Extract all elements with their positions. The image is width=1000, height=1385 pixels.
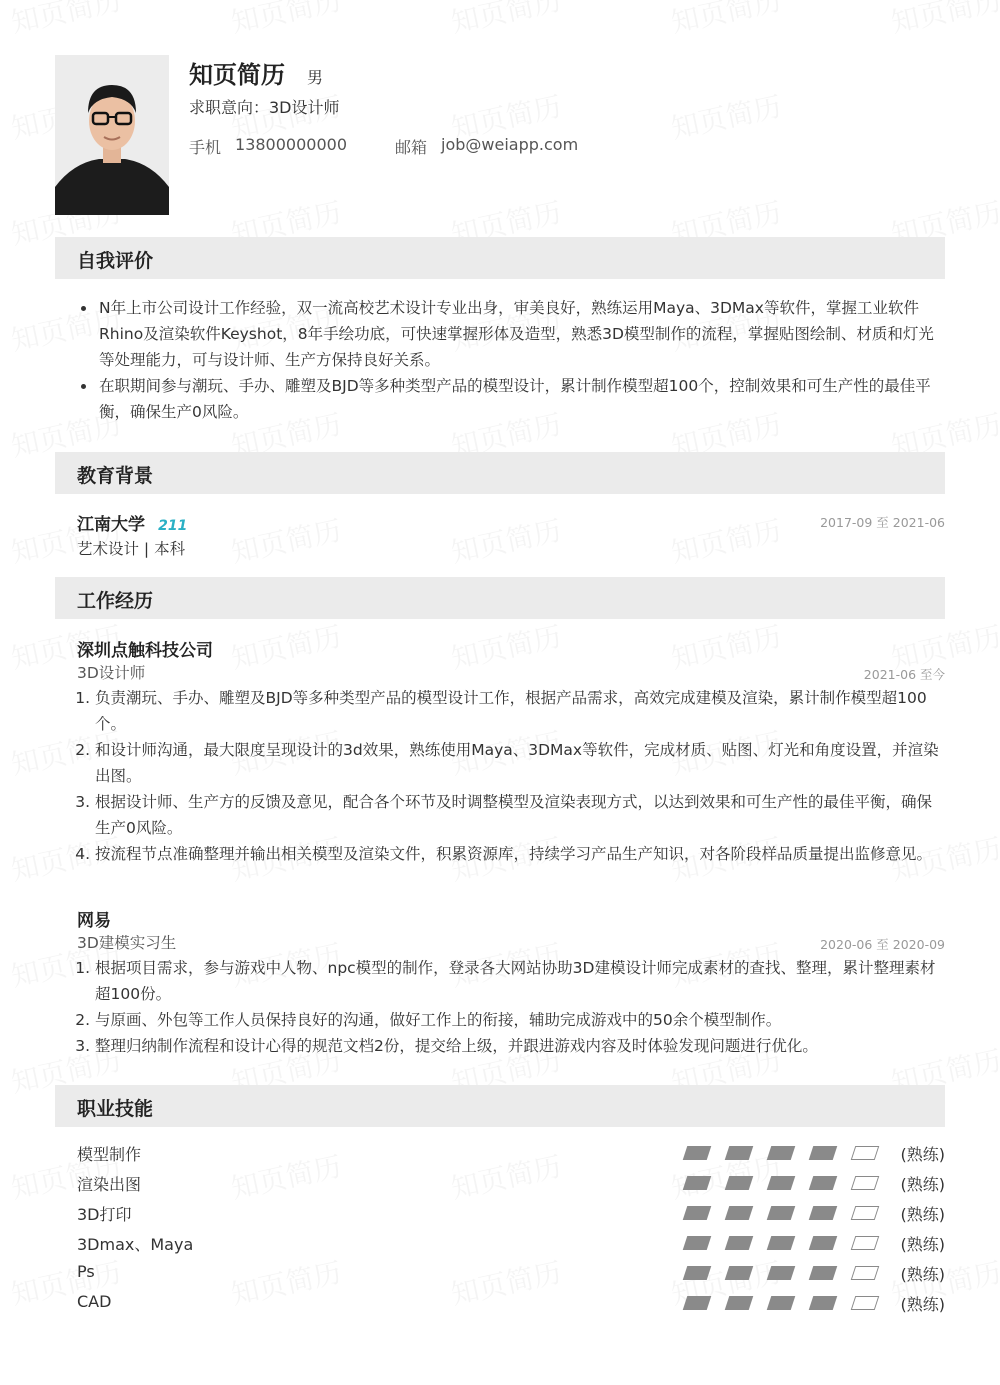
section-title: 教育背景 bbox=[77, 465, 154, 487]
resume-header bbox=[55, 55, 945, 215]
email-contact bbox=[395, 135, 578, 158]
skill-bar-filled bbox=[767, 1146, 796, 1160]
job-entry bbox=[77, 636, 945, 867]
job-date: 2021-06 至今 bbox=[863, 667, 945, 682]
candidate-name: 知页简历 bbox=[189, 61, 285, 89]
skill-bar-filled bbox=[683, 1146, 712, 1160]
skill-name: 模型制作 bbox=[77, 1145, 142, 1164]
skill-bar-empty bbox=[851, 1176, 880, 1190]
skill-bar-empty bbox=[851, 1266, 880, 1280]
name-line bbox=[189, 55, 323, 89]
skill-level-meter bbox=[667, 1176, 877, 1190]
watermark-text bbox=[447, 0, 565, 41]
list-item: 2. 与原画、外包等工作人员保持良好的沟通，做好工作上的衔接，辅助完成游戏中的50余个模型制作。 bbox=[95, 1007, 945, 1033]
job-role: 3D建模实习生 bbox=[77, 934, 177, 952]
candidate-gender: 男 bbox=[307, 68, 324, 87]
skill-level-text: (熟练) bbox=[900, 1175, 945, 1194]
skill-bar-filled bbox=[725, 1146, 754, 1160]
watermark-text bbox=[7, 0, 125, 41]
skill-name: 渲染出图 bbox=[77, 1175, 142, 1194]
skill-row bbox=[77, 1138, 945, 1168]
section-title: 职业技能 bbox=[77, 1098, 154, 1120]
job-intent: 求职意向：3D设计师 bbox=[189, 98, 340, 117]
skill-level-text: (熟练) bbox=[900, 1265, 945, 1284]
skill-row bbox=[77, 1258, 945, 1288]
skill-bar-filled bbox=[767, 1236, 796, 1250]
education-major: 艺术设计 | 本科 bbox=[77, 540, 186, 558]
school-name: 江南大学 bbox=[77, 515, 145, 535]
skill-bar-filled bbox=[683, 1266, 712, 1280]
skill-name: CAD bbox=[77, 1292, 112, 1311]
list-item: 3. 根据设计师、生产方的反馈及意见，配合各个环节及时调整模型及渲染表现方式，以达到效果和可生产性的最佳平衡，确保生产0风险。 bbox=[95, 789, 945, 841]
skill-bar-empty bbox=[851, 1206, 880, 1220]
phone-contact bbox=[189, 135, 347, 158]
list-item: • 在职期间参与潮玩、手办、雕塑及BJD等多种类型产品的模型设计，累计制作模型超100个，控制效果和可生产性的最佳平衡，确保生产0风险。 bbox=[97, 373, 945, 425]
skill-bar-filled bbox=[809, 1296, 838, 1310]
phone-value: 13800000000 bbox=[235, 135, 347, 154]
email-label: 邮箱 bbox=[395, 138, 428, 157]
skill-bar-empty bbox=[851, 1296, 880, 1310]
skill-row bbox=[77, 1228, 945, 1258]
self-eval-list bbox=[77, 295, 945, 425]
education-entry bbox=[77, 510, 945, 560]
skill-level-meter bbox=[667, 1146, 877, 1160]
skill-row bbox=[77, 1198, 945, 1228]
skill-bar-filled bbox=[767, 1296, 796, 1310]
contact-info bbox=[189, 135, 578, 158]
profile-photo bbox=[55, 55, 169, 215]
skill-level-text: (熟练) bbox=[900, 1205, 945, 1224]
skill-bar-filled bbox=[725, 1206, 754, 1220]
list-item: 2. 和设计师沟通，最大限度呈现设计的3d效果，熟练使用Maya、3DMax等软件，完成材质、贴图、灯光和角度设置，并渲染出图。 bbox=[95, 737, 945, 789]
email-value: job@weiapp.com bbox=[441, 135, 579, 154]
school-tag: 211 bbox=[158, 518, 188, 534]
list-item: 1. 根据项目需求，参与游戏中人物、npc模型的制作，登录各大网站协助3D建模设计师完成素材的查找、整理，累计整理素材超100份。 bbox=[95, 955, 945, 1007]
skill-row bbox=[77, 1168, 945, 1198]
skill-bar-filled bbox=[683, 1296, 712, 1310]
skill-level-meter bbox=[667, 1236, 877, 1250]
resume-page bbox=[55, 55, 945, 1314]
skill-bar-filled bbox=[809, 1236, 838, 1250]
job-entry bbox=[77, 906, 945, 1059]
company-name: 深圳点触科技公司 bbox=[77, 641, 213, 661]
self-eval-content bbox=[77, 295, 945, 425]
job-role: 3D设计师 bbox=[77, 664, 146, 682]
section-title: 自我评价 bbox=[77, 250, 154, 272]
skill-bar-filled bbox=[809, 1146, 838, 1160]
watermark-text bbox=[667, 0, 785, 41]
list-item: 3. 整理归纳制作流程和设计心得的规范文档2份，提交给上级，并跟进游戏内容及时体验发现问题进行优化。 bbox=[95, 1033, 945, 1059]
skill-bar-filled bbox=[683, 1176, 712, 1190]
skill-bar-filled bbox=[809, 1206, 838, 1220]
section-title: 工作经历 bbox=[77, 590, 154, 612]
skill-bar-filled bbox=[809, 1266, 838, 1280]
skill-name: 3D打印 bbox=[77, 1205, 132, 1224]
skill-bar-filled bbox=[725, 1266, 754, 1280]
section-self-eval bbox=[55, 237, 945, 279]
skill-level-text: (熟练) bbox=[900, 1235, 945, 1254]
skill-bar-filled bbox=[767, 1266, 796, 1280]
skill-level-text: (熟练) bbox=[900, 1145, 945, 1164]
skill-level-meter bbox=[667, 1296, 877, 1310]
skill-bar-empty bbox=[851, 1236, 880, 1250]
company-name: 网易 bbox=[77, 911, 111, 931]
list-item: 4. 按流程节点准确整理并输出相关模型及渲染文件，积累资源库，持续学习产品生产知识，对各阶段样品质量提出监修意见。 bbox=[95, 841, 945, 867]
duty-list bbox=[75, 685, 945, 867]
watermark-text bbox=[227, 0, 345, 41]
skill-bar-filled bbox=[767, 1206, 796, 1220]
skill-row bbox=[77, 1288, 945, 1318]
phone-label: 手机 bbox=[189, 138, 222, 157]
skill-bar-filled bbox=[683, 1206, 712, 1220]
skill-bar-filled bbox=[767, 1176, 796, 1190]
skill-level-meter bbox=[667, 1266, 877, 1280]
skill-level-meter bbox=[667, 1206, 877, 1220]
section-skills bbox=[55, 1085, 945, 1127]
skill-bar-filled bbox=[725, 1176, 754, 1190]
list-item: 1. 负责潮玩、手办、雕塑及BJD等多种类型产品的模型设计工作，根据产品需求，高效完成建模及渲染，累计制作模型超100个。 bbox=[95, 685, 945, 737]
section-education bbox=[55, 452, 945, 494]
skill-level-text: (熟练) bbox=[900, 1295, 945, 1314]
skill-bar-filled bbox=[725, 1296, 754, 1310]
job-date: 2020-06 至 2020-09 bbox=[820, 937, 945, 952]
skill-bar-filled bbox=[809, 1176, 838, 1190]
watermark-text bbox=[887, 0, 1000, 41]
skill-bar-filled bbox=[725, 1236, 754, 1250]
skill-bar-empty bbox=[851, 1146, 880, 1160]
duty-list bbox=[75, 955, 945, 1059]
section-work bbox=[55, 577, 945, 619]
list-item: • N年上市公司设计工作经验，双一流高校艺术设计专业出身，审美良好，熟练运用Maya、3DMax等软件，掌握工业软件Rhino及渲染软件Keyshot，8年手绘功底，可快速掌握形体及造型，熟悉3D模型制作的流程，掌握贴图绘制、材质和灯光等处理能力，可与设计师、生产方保持良好关系。 bbox=[97, 295, 945, 373]
skill-bar-filled bbox=[683, 1236, 712, 1250]
education-date: 2017-09 至 2021-06 bbox=[820, 515, 945, 530]
skill-name: 3Dmax、Maya bbox=[77, 1235, 194, 1254]
skill-name: Ps bbox=[77, 1262, 95, 1281]
